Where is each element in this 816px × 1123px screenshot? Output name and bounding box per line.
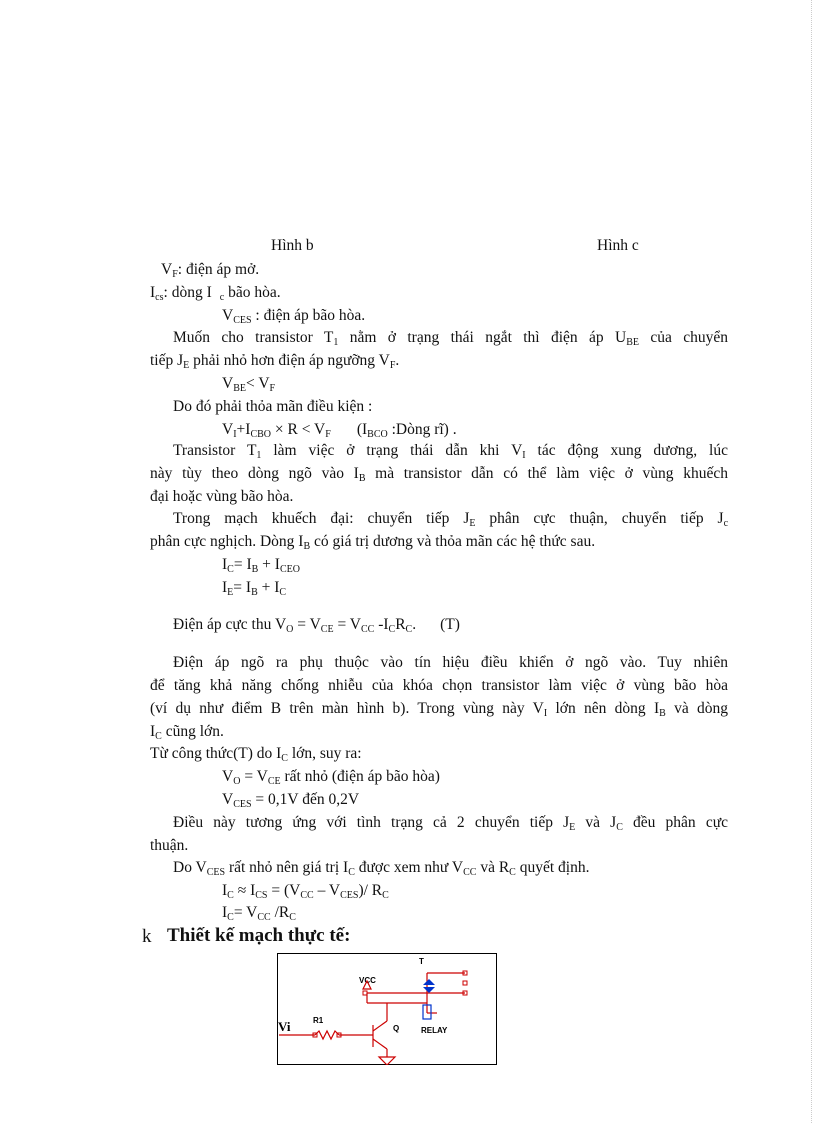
para5-line4: $I_C$ cũng lớn. xyxy=(150,723,224,742)
caption-hinh-c: Hình c xyxy=(597,237,639,254)
eq-vces-range: $V_{CES} = 0,1V$ đến 0,2V xyxy=(222,791,360,810)
para7-line1: Điều này tương ứng với tình trạng cả 2 chuyển tiếp $J_E$ và $J_C$ đều phân cực xyxy=(173,814,728,833)
eq-vo-vce: $V_O = V_{CE}$ rất nhỏ (điện áp bão hòa) xyxy=(222,768,440,787)
terminal-3 xyxy=(463,981,467,985)
def-vces: $V_{CES}$ : điện áp bão hòa. xyxy=(222,307,366,326)
para4-line1: Trong mạch khuếch đại: chuyển tiếp $J_E$ phân cực thuận, chuyển tiếp $J_c$ xyxy=(173,510,729,529)
diode-bottom-icon xyxy=(423,987,435,993)
caption-hinh-b: Hình b xyxy=(271,237,314,254)
def-vf: $V_F$: điện áp mở. xyxy=(161,261,260,280)
eq-ic: $I_C= I_B + I_{CEO}$ xyxy=(222,556,300,575)
para5-line2: để tăng khả năng chống nhiễu của khóa chọn transistor làm việc ở vùng bão hòa xyxy=(150,677,728,694)
eq-ie: $I_E= I_B + I_C$ xyxy=(222,579,287,598)
para3-line1: Transistor $T_1$ làm việc ở trạng thái dẫn khi $V_I$ tác động xung dương, lúc xyxy=(173,442,728,461)
para3-line3: đại hoặc vùng bão hòa. xyxy=(150,488,294,505)
eq-ic-approx: $I_C \approx I_{CS} = (V_{CC} - V_{CES})/$ $R_C$ xyxy=(222,882,389,901)
para4-line2: phân cực nghịch. Dòng $I_B$ có giá trị dương và thỏa mãn các hệ thức sau. xyxy=(150,533,596,552)
margin-guide xyxy=(797,0,812,1123)
para2: Do đó phải thỏa mãn điều kiện : xyxy=(173,398,373,415)
label-t: T xyxy=(419,957,424,966)
para1-line2: tiếp $J_E$ phải nhỏ hơn điện áp ngưỡng $V_F$. xyxy=(150,352,400,371)
para5-line1: Điện áp ngõ ra phụ thuộc vào tín hiệu điều khiển ở ngõ vào. Tuy nhiên xyxy=(173,654,728,671)
eq-vo: Điện áp cực thu $V_O = V_{CE} = V_{CC}$ $-I_CR_C$. (T) xyxy=(173,616,460,635)
para8: Do $V_{CES}$ rất nhỏ nên giá trị $I_C$ được xem như $V_{CC}$ và $R_C$ quyết định. xyxy=(173,859,590,878)
circuit-wires xyxy=(279,973,465,1057)
para3-line2: này tùy theo dòng ngõ vào $I_B$ mà transistor dẫn có thể làm việc ở vùng khuếch xyxy=(150,465,728,484)
label-vi: Vi xyxy=(278,1019,291,1034)
vcc-node xyxy=(363,991,367,995)
ground-icon xyxy=(379,1057,395,1065)
section-bullet: k xyxy=(142,926,152,947)
relay-circuit-diagram xyxy=(277,953,497,1065)
label-relay: RELAY xyxy=(421,1026,448,1035)
para7-line2: thuận. xyxy=(150,837,189,854)
label-q: Q xyxy=(393,1024,400,1033)
eq-condition: $V_I+I_{CBO} \times R < V_F$ ($I_{BCO}$ :Dòng rĩ) . xyxy=(222,421,457,440)
eq-vbe: $V_{BE}< V_F$ xyxy=(222,375,276,394)
para1-line1: Muốn cho transistor $T_1$ nằm ở trạng thái ngắt thì điện áp $U_{BE}$ của chuyển xyxy=(173,329,728,348)
eq-ic-final: $I_C= V_{CC}$ $/R_C$ xyxy=(222,904,296,923)
section-heading: Thiết kế mạch thực tế: xyxy=(167,925,351,946)
def-ics: $I_{cs}$: dòng I $_c$ bão hòa. xyxy=(150,284,281,303)
para5-line3: (ví dụ như điểm B trên màn hình b). Trong vùng này $V_I$ lớn nên dòng $I_B$ và dòng xyxy=(150,700,728,719)
label-vcc: VCC xyxy=(359,976,376,985)
diode-top-icon xyxy=(423,979,435,985)
label-r1: R1 xyxy=(313,1016,324,1025)
para6: Từ công thức(T) do $I_C$ lớn, suy ra: xyxy=(150,745,362,764)
